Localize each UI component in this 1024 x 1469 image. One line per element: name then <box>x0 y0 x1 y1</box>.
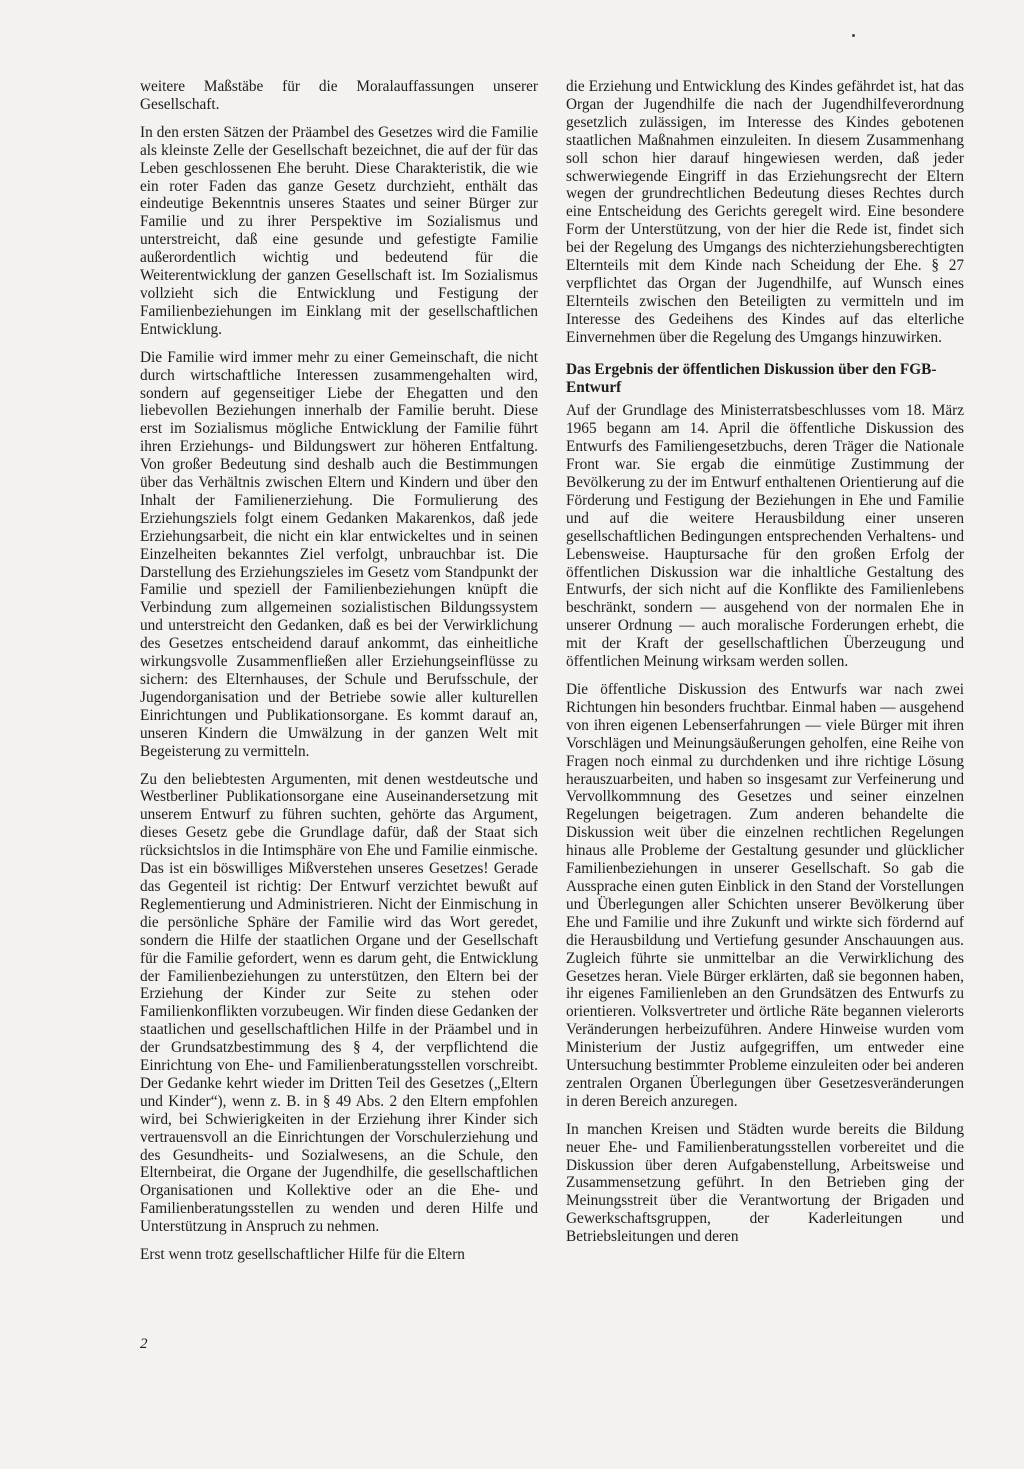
print-speck <box>852 34 855 37</box>
paragraph: Auf der Grundlage des Ministerratsbeschlusses vom 18. März 1965 begann am 14. April die öffentliche Diskussion des Entwurfs des Familiengesetzbuchs, deren Träger die Nationale Front war. Sie ergab die einmütige Zustimmung der Bevölkerung zu der im Entwurf enthaltenen Orientierung auf die Förderung und Festigung der Beziehungen in Ehe und Familie und auf die weitere Herausbildung einer unseren gesellschaftlichen Bedingungen entsprechenden Verhaltens- und Lebensweise. Hauptursache für den großen Erfolg der öffentlichen Diskussion war die inhaltliche Gestaltung des Entwurfs, der sich nicht auf die Konflikte des Familienlebens beschränkt, sondern — ausgehend von der normalen Ehe in unserer Ordnung — auch moralische Forderungen erhebt, die mit der Kraft der gesellschaftlichen Überzeugung und öffentlichen Meinung wirksam werden sollen. <box>566 402 964 671</box>
paragraph: Erst wenn trotz gesellschaftlicher Hilfe für die Eltern <box>140 1246 465 1264</box>
paragraph: Die öffentliche Diskussion des Entwurfs war nach zwei Richtungen hin besonders fruchtbar. Einmal haben — ausgehend von ihren eigenen Lebenserfahrungen — viele Bürger mit ihren Vorschlägen und Meinungsäußerungen geholfen, eine Reihe von Fragen noch einmal zu durchdenken und ihre richtige Lösung herauszuarbeiten, und haben so insgesamt zur Verfeinerung und Vervollkommnung des Gesetzes und seiner einzelnen Regelungen beigetragen. Zum anderen behandelte die Diskussion weit über die einzelnen rechtlichen Regelungen hinaus alle Probleme der Gestaltung gesunder und glücklicher Familienbeziehungen in unserer Gesellschaft. So gab die Aussprache einen guten Einblick in den Stand der Vorstellungen und Überlegungen aller Schichten unserer Bevölkerung über Ehe und Familie und ihre Zukunft und wirkte sich fördernd auf die Herausbildung und Vertiefung gesunder Anschauungen aus. Zugleich führte sie unmittelbar an die Verwirklichung des Gesetzes heran. Viele Bürger erklärten, daß sie begonnen haben, ihr eigenes Familienleben an den Grundsätzen des Entwurfs zu orientieren. Volksvertreter und örtliche Räte begannen vielerorts Veränderungen herbeizuführen. Andere Hinweise wurden vom Ministerium der Justiz aufgegriffen, um entweder eine Untersuchung bestimmter Probleme einzuleiten oder bei anderen zentralen Organen Überlegungen über Gesetzesveränderungen in deren Bereich anzuregen. <box>566 681 964 1110</box>
paragraph: Die Familie wird immer mehr zu einer Gemeinschaft, die nicht durch wirtschaftliche Interessen zusammengehalten wird, sondern auf gegenseitiger Liebe der Ehegatten und den liebevollen Beziehungen innerhalb der Familie beruht. Diese erst im Sozialismus mögliche Entwicklung der Familie führt ihren Erziehungs- und Bildungswert zur höheren Entfaltung. Von großer Bedeutung sind deshalb auch die Bestimmungen über das Verhältnis zwischen Eltern und Kindern und über den Inhalt der Familienerziehung. Die Formulierung des Erziehungsziels folgt einem Gedanken Makarenkos, daß jede Erziehungsarbeit, die nicht ein klar entwickeltes und in seinen Einzelheiten bekanntes Ziel verfolgt, unbrauchbar ist. Die Darstellung des Erziehungszieles im Gesetz vom Standpunkt der Familie und speziell der Familienbeziehungen knüpft die Verbindung zum allgemeinen sozialistischen Bildungssystem und unterstreicht den Gedanken, daß es bei der Verwirklichung des Gesetzes entscheidend darauf ankommt, das einheitliche wirkungsvolle Zusammenfließen aller Erziehungseinflüsse zu sichern: des Elternhauses, der Schule und Berufsschule, der Jugendorganisation und der Betriebe sowie aller kulturellen Einrichtungen und Publikationsorgane. Es kommt darauf an, unseren Kindern die Umwälzung in der ganzen Welt mit Begeisterung zu vermitteln. <box>140 348 538 760</box>
right-column <box>566 78 964 1256</box>
section-heading: Das Ergebnis der öffentlichen Diskussion über den FGB-Entwurf <box>566 360 937 396</box>
paragraph: Zu den beliebtesten Argumenten, mit denen westdeutsche und Westberliner Publikationsorgane eine Auseinandersetzung mit unserem Entwurf zu führen suchten, gehörte das Argument, dieses Gesetz gebe die Grundlage dafür, daß der Staat sich rücksichtslos in die Intimsphäre von Ehe und Familie einmische. Das ist ein böswilliges Mißverstehen unseres Gesetzes! Gerade das Gegenteil ist richtig: Der Entwurf verzichtet bewußt auf Reglementierung und Administrieren. Nicht der Einmischung in die persönliche Sphäre der Familie wird das Wort geredet, sondern die Hilfe der staatlichen Organe und der Gesellschaft für die Familie gefordert, wenn es darum geht, die Entwicklung der Familienbeziehungen zu unterstützen, den Eltern bei der Erziehung der Kinder zur Seite zu stehen oder Familienkonflikten vorzubeugen. Wir finden diese Gedanken der staatlichen und gesellschaftlichen Hilfe in der Präambel und in der Grundsatzbestimmung des § 4, der verpflichtend die Einrichtung von Ehe- und Familienberatungsstellen vorschreibt. Der Gedanke kehrt wieder im Dritten Teil des Gesetzes („Eltern und Kinder“), wenn z. B. in § 49 Abs. 2 den Eltern empfohlen wird, bei Schwierigkeiten in der Erziehung ihrer Kinder sich vertrauensvoll an die Einrichtungen der Vorschulerziehung und des Gesundheits- und Sozialwesens, an die Schule, den Elternbeirat, die Organe der Jugendhilfe, die gesellschaftlichen Organisationen und Kollektive oder an die Ehe- und Familienberatungsstellen zu wenden und deren Hilfe und Unterstützung in Anspruch zu nehmen. <box>140 770 538 1236</box>
paragraph: In den ersten Sätzen der Präambel des Gesetzes wird die Familie als kleinste Zelle der Gesellschaft bezeichnet, die auf der für das Leben geschlossenen Ehe beruht. Diese Charakteristik, die wie ein roter Faden das ganze Gesetz durchzieht, enthält das eindeutige Bekenntnis unseres Staates und seiner Bürger zur Familie und zu ihrer Perspektive im Sozialismus und unterstreicht, daß eine gesunde und gefestigte Familie außerordentlich wichtig und bedeutend für die Weiterentwicklung der ganzen Gesellschaft ist. Im Sozialismus vollzieht sich die Entwicklung und Festigung der Familienbeziehungen im Einklang mit der gesellschaftlichen Entwicklung. <box>140 123 538 338</box>
left-column <box>140 78 538 1274</box>
paragraph: weitere Maßstäbe für die Moralauffassungen unserer Gesellschaft. <box>140 78 538 113</box>
paragraph: die Erziehung und Entwicklung des Kindes gefährdet ist, hat das Organ der Jugendhilfe die nach der Jugendhilfeverordnung gesetzlich zulässigen, im Interesse des Kindes gebotenen staatlichen Maßnahmen einzuleiten. In diesem Zusammenhang soll schon hier darauf hingewiesen werden, daß jeder schwerwiegende Eingriff in das Erziehungsrecht der Eltern wegen der grundrechtlichen Bedeutung dieses Rechtes durch eine Entscheidung des Gerichts geregelt wird. Eine besondere Form der Unterstützung, von der hier die Rede ist, findet sich bei der Regelung des Umgangs des nichterziehungsberechtigten Elternteils mit dem Kinde nach Scheidung der Ehe. § 27 verpflichtet das Organ der Jugendhilfe, auf Wunsch eines Elternteils zwischen den Beteiligten zu vermitteln und im Interesse des Gedeihens des Kindes auf das elterliche Einvernehmen über die Regelung des Umgangs hinzuwirken. <box>566 78 964 346</box>
page-number: 2 <box>140 1336 148 1352</box>
paragraph: In manchen Kreisen und Städten wurde bereits die Bildung neuer Ehe- und Familienberatungsstellen vorbereitet und die Diskussion über deren Aufgabenstellung, Arbeitsweise und Zusammensetzung geführt. In den Betrieben ging der Meinungsstreit über die Verantwortung der Brigaden und Gewerkschaftsgruppen, der Kaderleitungen und Betriebsleitungen und deren <box>566 1120 964 1246</box>
